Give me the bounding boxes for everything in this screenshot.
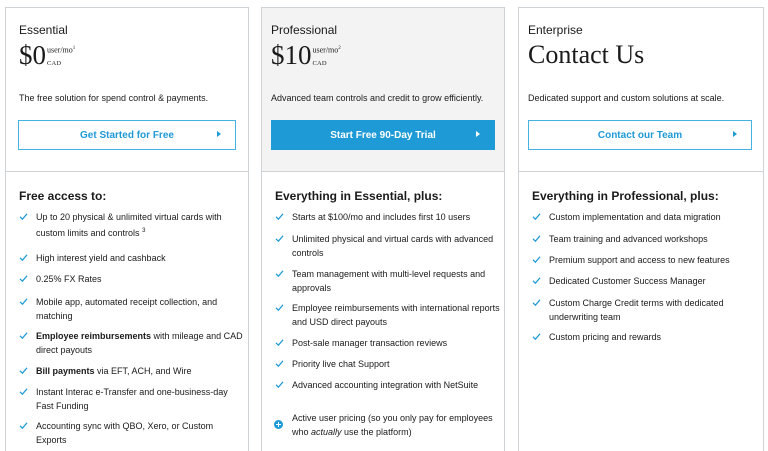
chevron-right-icon	[733, 131, 737, 137]
feature-item: Bill payments via EFT, ACH, and Wire	[36, 365, 244, 379]
check-icon	[275, 212, 284, 221]
feature-item: Employee reimbursements with international reports and USD direct payouts	[292, 302, 500, 329]
contact-team-button[interactable]	[528, 120, 752, 150]
plan-price	[19, 40, 75, 70]
footnote-marker: 1	[72, 46, 76, 51]
price-unit: user/$mo^1$ CAD	[47, 45, 76, 67]
check-icon	[19, 212, 28, 221]
feature-item: Up to 20 physical & unlimited virtual cards with custom limits and controls $^3$	[36, 211, 244, 240]
plan-price	[271, 40, 341, 70]
check-icon	[19, 387, 28, 396]
check-icon	[275, 359, 284, 368]
feature-item: Employee reimbursements with mileage and CAD direct payouts	[36, 330, 244, 357]
features-heading: Everything in Essential, plus:	[275, 189, 443, 203]
price-currency: CAD	[47, 59, 62, 67]
check-icon	[532, 298, 541, 307]
feature-item: Team management with multi-level requests and approvals	[292, 268, 500, 295]
feature-item: Active user pricing (so you only pay for employees who actually use the platform)	[292, 412, 500, 439]
check-icon	[532, 332, 541, 341]
chevron-right-icon	[476, 131, 480, 137]
feature-item: Unlimited physical and virtual cards with advanced controls	[292, 233, 500, 260]
feature-item: Team training and advanced workshops	[549, 233, 757, 247]
plan-tier-name: Essential	[19, 23, 68, 37]
plan-card-essential	[5, 7, 249, 451]
check-icon	[532, 212, 541, 221]
features-heading: Everything in Professional, plus:	[532, 189, 719, 203]
check-icon	[275, 338, 284, 347]
button-label: Start Free 90-Day Trial	[330, 129, 436, 141]
start-trial-button[interactable]	[271, 120, 495, 150]
chevron-right-icon	[217, 131, 221, 137]
plan-card-enterprise	[518, 7, 764, 451]
footnote-marker: 2	[338, 46, 341, 51]
feature-item: Premium support and access to new features	[549, 254, 757, 268]
check-icon	[275, 234, 284, 243]
plan-description: Dedicated support and custom solutions at scale.	[528, 93, 725, 103]
feature-item: Instant Interac e-Transfer and one-business-day Fast Funding	[36, 386, 244, 413]
check-icon	[275, 269, 284, 278]
button-label: Contact our Team	[597, 129, 683, 141]
feature-item: Custom pricing and rewards	[549, 331, 757, 345]
check-icon	[19, 421, 28, 430]
check-icon	[19, 253, 28, 262]
plan-tier-name: Enterprise	[528, 23, 583, 37]
feature-item: Custom Charge Credit terms with dedicated underwriting team	[549, 297, 757, 324]
feature-item: Priority live chat Support	[292, 358, 500, 372]
feature-item: Advanced accounting integration with NetSuite	[292, 379, 500, 393]
get-started-button[interactable]	[18, 120, 236, 150]
check-icon	[19, 331, 28, 340]
features-heading: Free access to:	[19, 189, 107, 203]
plan-description: The free solution for spend control & payments.	[19, 93, 209, 103]
feature-item: 0.25% FX Rates	[36, 273, 244, 287]
footnote-marker: 3	[142, 227, 146, 234]
plan-title: Contact Us	[528, 40, 645, 69]
feature-item: Dedicated Customer Success Manager	[549, 275, 757, 289]
check-icon	[275, 303, 284, 312]
button-label: Get Started for Free	[80, 129, 174, 141]
feature-item: Mobile app, automated receipt collection, and matching	[36, 296, 244, 323]
plan-card-professional	[261, 7, 505, 451]
check-icon	[532, 234, 541, 243]
plus-circle-icon	[274, 420, 283, 429]
check-icon	[19, 274, 28, 283]
price-amount: $10	[271, 40, 312, 70]
price-currency: CAD	[312, 59, 327, 67]
price-unit: user/$mo^2$ CAD	[312, 45, 341, 67]
feature-item: Post-sale manager transaction reviews	[292, 337, 500, 351]
feature-item: High interest yield and cashback	[36, 252, 244, 266]
plan-tier-name: Professional	[271, 23, 338, 37]
plan-header	[519, 8, 763, 172]
price-amount: $0	[19, 40, 46, 70]
check-icon	[275, 380, 284, 389]
feature-item: Starts at $100/mo and includes first 10 users	[292, 211, 500, 225]
feature-item: Custom implementation and data migration	[549, 211, 757, 225]
plan-header	[262, 8, 504, 172]
check-icon	[532, 255, 541, 264]
feature-item: Accounting sync with QBO, Xero, or Custom Exports	[36, 420, 244, 447]
check-icon	[19, 366, 28, 375]
plan-description: Advanced team controls and credit to grow efficiently.	[271, 93, 484, 103]
plan-header	[6, 8, 248, 172]
check-icon	[532, 276, 541, 285]
check-icon	[19, 297, 28, 306]
